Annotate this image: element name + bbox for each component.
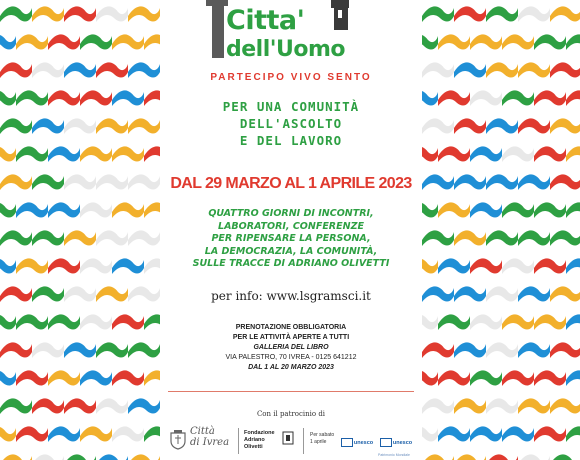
wave-mark bbox=[96, 174, 128, 190]
wave-mark bbox=[32, 454, 64, 460]
wave-mark bbox=[144, 146, 160, 162]
wave-mark bbox=[534, 370, 566, 386]
wave-mark bbox=[0, 174, 32, 190]
wave-mark bbox=[518, 62, 550, 78]
headline-line: E DEL LAVORO bbox=[239, 133, 343, 148]
wave-mark bbox=[422, 342, 454, 358]
wave-mark bbox=[128, 286, 160, 302]
wave-mark bbox=[502, 370, 534, 386]
wave-mark bbox=[422, 454, 454, 460]
wave-mark bbox=[422, 398, 454, 414]
wave-mark bbox=[438, 426, 470, 442]
wave-mark bbox=[0, 62, 32, 78]
wave-mark bbox=[534, 426, 566, 442]
motto: PARTECIPO VIVO SENTO bbox=[210, 72, 372, 83]
wave-mark bbox=[422, 426, 438, 442]
wave-mark bbox=[0, 370, 16, 386]
wave-mark bbox=[534, 90, 566, 106]
wave-mark bbox=[454, 230, 486, 246]
description-line: SULLE TRACCE DI ADRIANO OLIVETTI bbox=[192, 258, 390, 269]
event-dates: DAL 29 MARZO AL 1 APRILE 2023 bbox=[170, 175, 412, 192]
wave-mark bbox=[518, 174, 550, 190]
wave-mark bbox=[454, 62, 486, 78]
wave-mark bbox=[16, 314, 48, 330]
wave-mark bbox=[534, 314, 566, 330]
wave-mark bbox=[16, 258, 48, 274]
wave-mark bbox=[566, 314, 580, 330]
wave-mark bbox=[534, 258, 566, 274]
wave-mark bbox=[518, 118, 550, 134]
wave-mark bbox=[96, 6, 128, 22]
wave-mark bbox=[48, 370, 80, 386]
wave-mark bbox=[32, 230, 64, 246]
wave-mark bbox=[16, 426, 48, 442]
wave-mark bbox=[550, 342, 580, 358]
wave-mark bbox=[566, 202, 580, 218]
wave-mark bbox=[486, 230, 518, 246]
wave-mark bbox=[550, 230, 580, 246]
wave-mark bbox=[128, 230, 160, 246]
wave-mark bbox=[64, 342, 96, 358]
description-line: PER RIPENSARE LA PERSONA, bbox=[211, 233, 371, 244]
wave-mark bbox=[32, 118, 64, 134]
wave-mark bbox=[128, 398, 160, 414]
wave-mark bbox=[0, 286, 32, 302]
wave-mark bbox=[486, 118, 518, 134]
foundation-icon bbox=[282, 431, 294, 445]
wave-mark bbox=[80, 34, 112, 50]
wave-mark bbox=[112, 370, 144, 386]
description-line: LABORATORI, CONFERENZE bbox=[218, 220, 364, 232]
wave-mark bbox=[64, 286, 96, 302]
wave-mark bbox=[518, 398, 550, 414]
wave-mark bbox=[32, 286, 64, 302]
wave-mark bbox=[518, 230, 550, 246]
poster-center bbox=[160, 0, 422, 460]
headline-line: PER UNA COMUNITÀ bbox=[222, 99, 360, 114]
wave-mark bbox=[550, 62, 580, 78]
wave-mark bbox=[502, 34, 534, 50]
wave-mark bbox=[534, 202, 566, 218]
wave-pattern-left bbox=[0, 0, 160, 460]
wave-mark bbox=[486, 286, 518, 302]
divider bbox=[168, 391, 414, 392]
booking-line2: PER LE ATTIVITÀ APERTE A TUTTI bbox=[232, 334, 350, 341]
wave-mark bbox=[0, 426, 16, 442]
wave-mark bbox=[0, 34, 16, 50]
wave-mark bbox=[96, 286, 128, 302]
wave-mark bbox=[80, 202, 112, 218]
unesco-heritage-logo bbox=[378, 434, 414, 457]
wave-mark bbox=[48, 426, 80, 442]
wave-mark bbox=[486, 342, 518, 358]
wave-mark bbox=[144, 314, 160, 330]
wave-mark bbox=[80, 258, 112, 274]
wave-mark bbox=[0, 258, 16, 274]
logo bbox=[160, 0, 422, 70]
wave-mark bbox=[144, 34, 160, 50]
booking-address: VIA PALESTRO, 70 IVREA - 0125 641212 bbox=[225, 354, 357, 361]
unesco-word: unesco bbox=[353, 439, 374, 446]
wave-mark bbox=[502, 202, 534, 218]
wave-mark bbox=[128, 62, 160, 78]
wave-mark bbox=[80, 314, 112, 330]
wave-mark bbox=[438, 34, 470, 50]
wave-mark bbox=[550, 174, 580, 190]
headline-line: DELL'ASCOLTO bbox=[239, 116, 343, 131]
wave-mark bbox=[96, 62, 128, 78]
wave-mark bbox=[16, 90, 48, 106]
wave-mark bbox=[550, 118, 580, 134]
wave-mark bbox=[32, 342, 64, 358]
wave-mark bbox=[470, 146, 502, 162]
description-line: QUATTRO GIORNI DI INCONTRI, bbox=[208, 208, 374, 219]
wave-mark bbox=[518, 454, 550, 460]
wave-mark bbox=[422, 34, 438, 50]
wave-mark bbox=[128, 454, 160, 460]
wave-mark bbox=[486, 398, 518, 414]
unesco-logo bbox=[340, 434, 374, 452]
wave-mark bbox=[438, 202, 470, 218]
wave-mark bbox=[0, 90, 16, 106]
logo-title-line2: dell'Uomo bbox=[226, 37, 346, 62]
wave-mark bbox=[486, 174, 518, 190]
wave-mark bbox=[64, 454, 96, 460]
wave-mark bbox=[470, 90, 502, 106]
wave-mark bbox=[112, 90, 144, 106]
wave-mark bbox=[566, 370, 580, 386]
foundation-logo: Fondazione Adriano Olivetti bbox=[244, 430, 275, 450]
wave-mark bbox=[48, 314, 80, 330]
wave-mark bbox=[518, 6, 550, 22]
wave-mark bbox=[16, 34, 48, 50]
wave-mark bbox=[96, 230, 128, 246]
wave-mark bbox=[422, 6, 454, 22]
wave-mark bbox=[112, 426, 144, 442]
wave-mark bbox=[470, 202, 502, 218]
wave-mark bbox=[144, 202, 160, 218]
wave-mark bbox=[422, 62, 454, 78]
wave-mark bbox=[0, 398, 32, 414]
wave-mark bbox=[486, 62, 518, 78]
wave-mark bbox=[0, 202, 16, 218]
description-line: LA DEMOCRAZIA, LA COMUNITÀ, bbox=[204, 245, 378, 257]
wave-mark bbox=[0, 454, 32, 460]
headline bbox=[160, 98, 422, 149]
wave-mark bbox=[454, 174, 486, 190]
wave-mark bbox=[422, 230, 454, 246]
wave-mark bbox=[0, 118, 32, 134]
wave-mark bbox=[64, 174, 96, 190]
wave-mark bbox=[566, 34, 580, 50]
logo-title-line1: Citta' bbox=[226, 5, 305, 36]
wave-mark bbox=[438, 370, 470, 386]
wave-mark bbox=[422, 146, 438, 162]
wave-mark bbox=[96, 342, 128, 358]
wave-mark bbox=[80, 426, 112, 442]
wave-mark bbox=[470, 34, 502, 50]
unesco-subtitle: Patrimonio Mondiale bbox=[378, 453, 410, 457]
wave-mark bbox=[470, 314, 502, 330]
partner-separator bbox=[238, 428, 239, 454]
wave-mark bbox=[566, 258, 580, 274]
wave-mark bbox=[0, 230, 32, 246]
wave-mark bbox=[502, 314, 534, 330]
city-of-ivrea-logo: Città di Ivrea bbox=[190, 426, 230, 448]
wave-mark bbox=[16, 146, 48, 162]
partner-separator bbox=[303, 428, 304, 454]
wave-mark bbox=[534, 146, 566, 162]
wave-mark bbox=[112, 202, 144, 218]
wave-mark bbox=[32, 174, 64, 190]
booking-period: DAL 1 AL 20 MARZO 2023 bbox=[248, 364, 334, 371]
wave-mark bbox=[566, 90, 580, 106]
wave-mark bbox=[0, 314, 16, 330]
saturday-note: Per sabato 1 aprile bbox=[310, 432, 335, 445]
wave-mark bbox=[144, 426, 160, 442]
wave-mark bbox=[454, 342, 486, 358]
wave-mark bbox=[32, 6, 64, 22]
wave-mark bbox=[422, 258, 438, 274]
wave-mark bbox=[128, 118, 160, 134]
booking-venue: GALLERIA DEL LIBRO bbox=[253, 344, 329, 351]
wave-pattern-right bbox=[422, 0, 580, 460]
wave-mark bbox=[422, 370, 438, 386]
wave-mark bbox=[454, 286, 486, 302]
wave-mark bbox=[112, 314, 144, 330]
wave-mark bbox=[64, 118, 96, 134]
wave-mark bbox=[96, 454, 128, 460]
unesco-icon bbox=[380, 438, 392, 447]
unesco-word: unesco bbox=[392, 439, 413, 446]
wave-mark bbox=[144, 258, 160, 274]
wave-mark bbox=[144, 370, 160, 386]
wave-mark bbox=[128, 342, 160, 358]
wave-mark bbox=[534, 34, 566, 50]
pattern-right bbox=[422, 0, 580, 460]
wave-mark bbox=[32, 62, 64, 78]
wave-mark bbox=[144, 90, 160, 106]
wave-mark bbox=[112, 34, 144, 50]
wave-mark bbox=[80, 90, 112, 106]
partner-logos bbox=[160, 424, 422, 460]
wave-mark bbox=[566, 146, 580, 162]
wave-mark bbox=[502, 258, 534, 274]
unesco-icon bbox=[341, 438, 353, 447]
wave-mark bbox=[470, 258, 502, 274]
wave-mark bbox=[486, 6, 518, 22]
wave-mark bbox=[470, 426, 502, 442]
wave-mark bbox=[422, 174, 454, 190]
wave-mark bbox=[96, 118, 128, 134]
wave-mark bbox=[422, 118, 454, 134]
event-description bbox=[160, 208, 422, 271]
wave-mark bbox=[0, 146, 16, 162]
wave-mark bbox=[502, 426, 534, 442]
booking-info bbox=[160, 323, 422, 373]
wave-mark bbox=[438, 146, 470, 162]
info-line: per info: www.lsgramsci.it bbox=[211, 289, 371, 303]
wave-mark bbox=[96, 398, 128, 414]
wave-mark bbox=[502, 90, 534, 106]
wave-mark bbox=[454, 6, 486, 22]
wave-mark bbox=[0, 342, 32, 358]
crest-icon bbox=[170, 430, 186, 450]
wave-mark bbox=[0, 6, 32, 22]
wave-mark bbox=[502, 146, 534, 162]
wave-mark bbox=[64, 62, 96, 78]
wave-mark bbox=[80, 146, 112, 162]
wave-mark bbox=[48, 202, 80, 218]
wave-mark bbox=[438, 90, 470, 106]
wave-mark bbox=[422, 90, 438, 106]
wave-mark bbox=[128, 174, 160, 190]
wave-mark bbox=[422, 286, 454, 302]
wave-mark bbox=[550, 454, 580, 460]
wave-mark bbox=[48, 258, 80, 274]
wave-mark bbox=[128, 6, 160, 22]
wave-mark bbox=[16, 202, 48, 218]
pattern-left bbox=[0, 0, 160, 460]
wave-mark bbox=[438, 258, 470, 274]
wave-mark bbox=[64, 398, 96, 414]
wave-mark bbox=[454, 118, 486, 134]
booking-line1: PRENOTAZIONE OBBLIGATORIA bbox=[235, 324, 347, 331]
wave-mark bbox=[550, 6, 580, 22]
wave-mark bbox=[454, 398, 486, 414]
wave-mark bbox=[550, 286, 580, 302]
wave-mark bbox=[80, 370, 112, 386]
patronage-label: Con il patrocinio di bbox=[256, 410, 326, 418]
wave-mark bbox=[470, 370, 502, 386]
wave-mark bbox=[16, 370, 48, 386]
wave-mark bbox=[566, 426, 580, 442]
wave-mark bbox=[48, 146, 80, 162]
wave-mark bbox=[64, 230, 96, 246]
wave-mark bbox=[48, 34, 80, 50]
wave-mark bbox=[48, 90, 80, 106]
wave-mark bbox=[518, 342, 550, 358]
wave-mark bbox=[454, 454, 486, 460]
wave-mark bbox=[518, 286, 550, 302]
wave-mark bbox=[32, 398, 64, 414]
wave-mark bbox=[486, 454, 518, 460]
wave-mark bbox=[112, 146, 144, 162]
wave-mark bbox=[64, 6, 96, 22]
wave-mark bbox=[438, 314, 470, 330]
wave-mark bbox=[550, 398, 580, 414]
wave-mark bbox=[112, 258, 144, 274]
wave-mark bbox=[422, 314, 438, 330]
wave-mark bbox=[422, 202, 438, 218]
